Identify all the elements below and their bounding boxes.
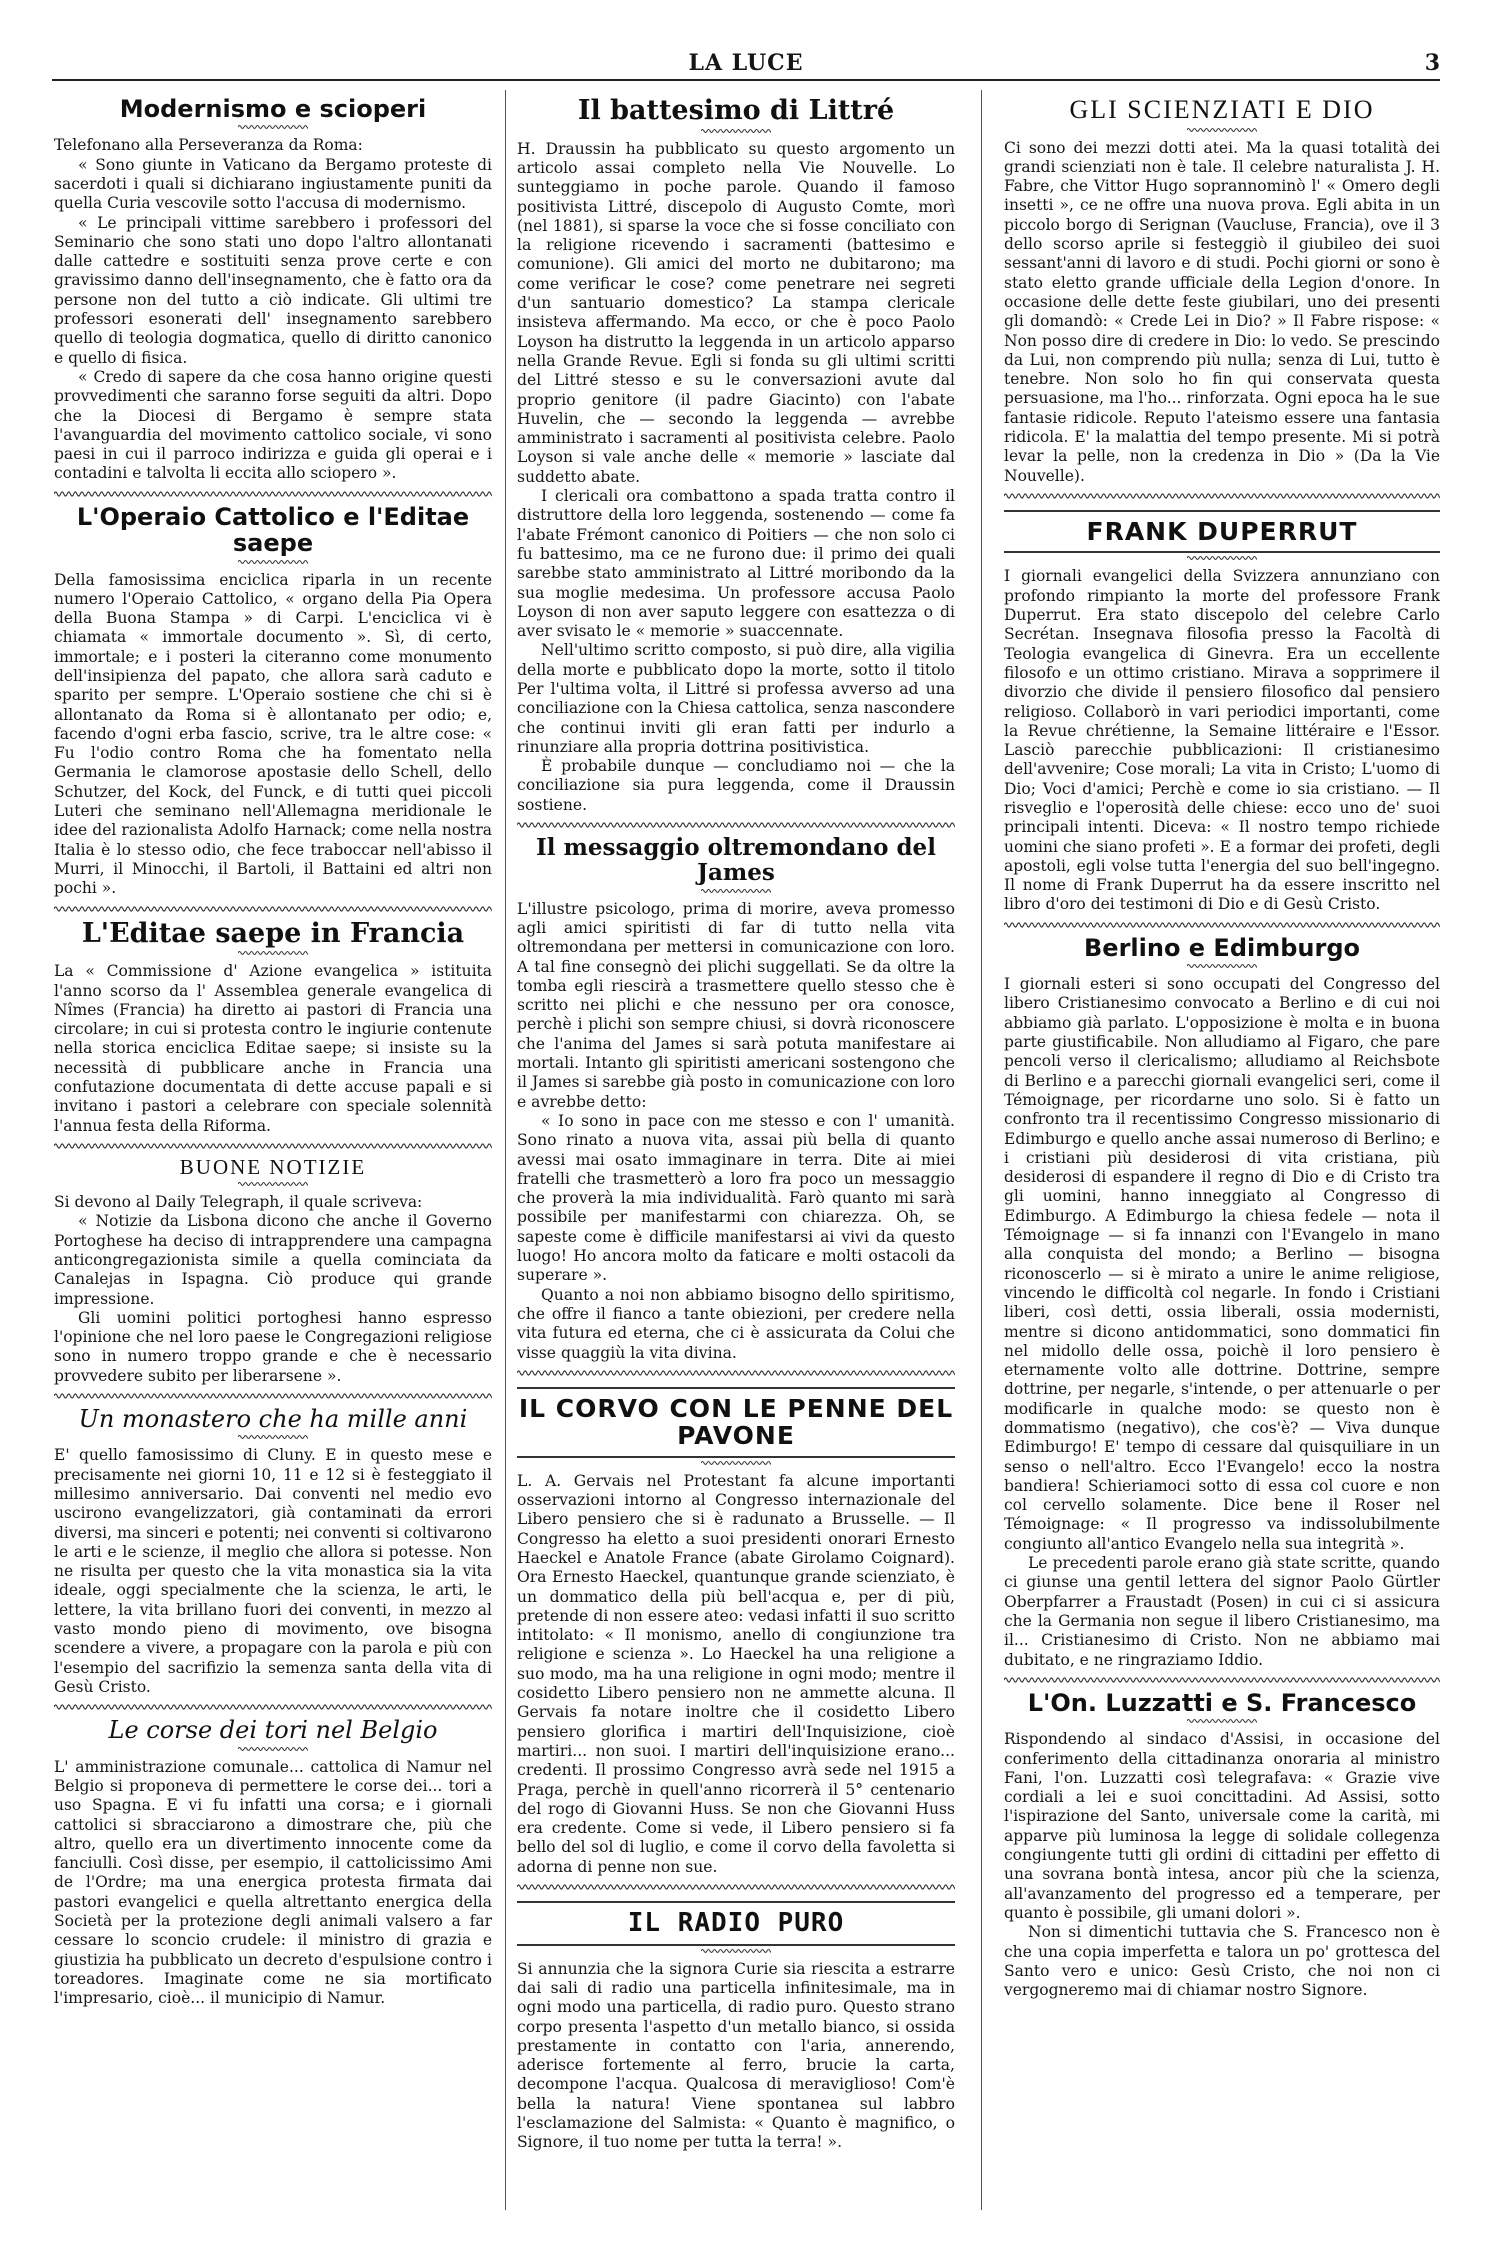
article xyxy=(517,96,955,815)
article-title: BUONE NOTIZIE xyxy=(179,1154,367,1179)
paragraph: Nell'ultimo scritto composto, si può dire, alla vigilia della morte e pubblicato dopo la morte, sotto il titolo Per l'ultima volta, il Littré si professa avverso ad una conciliazione con la Chiesa cattolica, senza nascondere che continui inviti gli eran fatti per indurlo a rinunziare alla propria dottrina positivistica. xyxy=(517,641,955,756)
paragraph: È probabile dunque — concludiamo noi — che la conciliazione sia pura leggenda, come il Draussin sostiene. xyxy=(517,757,955,814)
paragraph: « Sono giunte in Vaticano da Bergamo proteste di sacerdoti i quali si dichiarano ingiustamente puniti da quella Curia vescovile sotto l'accusa di modernismo. xyxy=(54,155,492,213)
paragraph: « Io sono in pace con me stesso e con l' umanità. Sono rinato a nuova vita, assai più bella di quanto avessi mai osato immaginare in terra. Dite ai miei fratelli che trasmetterò a loro fra poco un messaggio che proverà la mia individualità. Farò quanto mi sarà possibile per manifestarmi con chiarezza. Oh, se sapeste come è difficile manifestarsi ai vivi da questo luogo! Ho ancora molto da faticare e molti ostacoli da superare ». xyxy=(517,1111,955,1285)
wave-ornament xyxy=(238,559,308,565)
paragraph: Rispondendo al sindaco d'Assisi, in occasione del conferimento della cittadinanza onoraria al ministro Fani, l'on. Luzzatti così telegrafava: « Grazie vive cordiali a lei e suoi concittadini. Ad Assisi, sotto l'ispirazione del Santo, universale come la carità, mi apparve più luminosa la legge di solidale collegenza congiungente tutti gli ordini di cittadini per effetto di una sovrana bontà intesa, ancor più che la scienza, all'avanzamento del progresso ed a temperare, per quanto è possibile, gli umani dolori ». xyxy=(1004,1730,1440,1922)
article-body xyxy=(54,1193,492,1386)
header-rule xyxy=(52,79,1440,81)
paragraph: L' amministrazione comunale... cattolica di Namur nel Belgio si proponeva di permettere le corse dei... tori a uso Spagna. E vi fu infatti una corsa; e i giornali cattolici si sbracciarono a dimostrare che, più che altro, quello era un divertimento innocente come da fanciulli. Così disse, per esempio, il cattolicissimo Ami de l'Ordre; ma una energica protesta firmata dai pastori evangelici e quella altrettanto energica della Società per la protezione degli animali valsero a far cessare lo sconcio crudele: il ministro di grazia e giustizia ha pubblicato un decreto d'espulsione contro i toreadores. Imaginate come ne sia mortificato l'impresario, cioè... il municipio di Namur. xyxy=(54,1757,492,2008)
page-header xyxy=(52,46,1440,82)
article-title: Le corse dei tori nel Belgio xyxy=(108,1716,438,1745)
article-separator xyxy=(1004,492,1440,500)
paragraph: I giornali evangelici della Svizzera annunziano con profondo rimpianto la morte del professore Frank Duperrut. Era stato discepolo del celebre Carlo Secrétan. Insegnava filosofia presso la Facoltà di Teologia evangelica di Ginevra. Era un eccellente filosofo e un ottimo cristiano. Mirava a sopprimere il divorzio che divide il pensiero filosofico dal pensiero religioso. Collaborò in vari periodici importanti, come la Revue chrétienne, la Semaine littéraire e l'Essor. Lasciò parecchie pubblicazioni: Il cristianesimo dell'avvenire; Cose morali; La vita in Cristo; L'uomo di Dio; Voci d'amici; Perchè e come io sia cristiano. — Il risveglio e l'operosità delle chiese: ecco uno de' suoi principali intenti. Diceva: « Il nostro tempo richiede uomini che siano profeti ». E a formar dei profeti, degli apostoli, egli volse tutta l'energia del suo bell'ingegno. Il nome di Frank Duperrut ha da essere inscritto nel libro d'oro dei testimoni di Dio e di Gesù Cristo. xyxy=(1004,567,1440,914)
paragraph: Ci sono dei mezzi dotti atei. Ma la quasi totalità dei grandi scienziati non è tale. Il celebre naturalista J. H. Fabre, che Vittor Hugo soprannominò l' « Omero degli insetti », ce ne offre una nuova prova. Egli abita in un piccolo borgo di Serignan (Vaucluse, Francia), ove il 3 dello scorso aprile si festeggiò il giubileo dei suoi sessant'anni di lavoro e di studi. Pochi giorni or sono è stato eletto grande ufficiale della Legion d'onore. In occasione delle dette feste giubilari, uno dei presenti gli domandò: « Crede Lei in Dio? » Il Fabre rispose: « Non posso dire di credere in Dio: lo vedo. Se prescindo da Lui, non comprendo più nulla; senza di Lui, tutto è tenebre. Non solo ho fin qui conservata questa persuasione, ma l'ho... rinforzata. Ogni epoca ha le sue fantasie ridicole. Reputo l'ateismo essere una fantasia ridicola. E' la malattia del tempo presente. Mi si potrà levar la pelle, non la credenza in Dio » (Da la Vie Nouvelle). xyxy=(1004,138,1440,485)
wave-ornament xyxy=(1187,1718,1257,1724)
article xyxy=(1004,1676,1440,2001)
article-title: Berlino e Edimburgo xyxy=(1084,933,1360,962)
article-title: GLI SCIENZIATI E DIO xyxy=(1069,95,1375,124)
column-3 xyxy=(1004,90,1440,2230)
article xyxy=(54,1142,492,1386)
paragraph: La « Commissione d' Azione evangelica » istituita l'anno scorso da l' Assemblea generale evangelica di Nîmes (Francia) ha diretto ai pastori di Francia una circolare; in cui si protesta contro le ingiurie contenute nella storica enciclica Editae saepe; si insiste su la necessità di pubblicare anche in Francia una confutazione documentata di dette accuse papali e si invitano i pastori a celebrare con speciale solennità l'annua festa della Riforma. xyxy=(54,962,492,1135)
paragraph: « Notizie da Lisbona dicono che anche il Governo Portoghese ha deciso di intrapprendere una campagna anticongregazionista simile a quella cominciata da Canalejas in Ispagna. Ciò produce qui grande impressione. xyxy=(54,1212,492,1308)
wave-ornament xyxy=(238,1434,308,1440)
article-body xyxy=(54,962,492,1136)
article-body xyxy=(54,1758,492,2009)
paragraph: H. Draussin ha pubblicato su questo argomento un articolo assai completo nella Vie Nouvelle. Lo sunteggiamo in poche parole. Quando il famoso positivista Littré, discepolo di Augusto Comte, morì (nel 1881), si sparse la voce che si fosse conciliato con la religione ricevendo i sacramenti (battesimo e comunione). Gli amici del morto ne dubitarono; ma come verificar le cose? come penetrare nei segreti d'un santuario domestico? La stampa clericale insisteva affermando. Ma ecco, or che è poco Paolo Loyson ha distrutto la leggenda in un articolo apparso nella Grande Revue. Egli si fonda su gli ultimi scritti del Littré stesso e su le conversazioni avute dal proprio genitore (il padre Giacinto) con l'abate Huvelin, che — secondo la leggenda — avrebbe amministrato i sacramenti al positivista celebre. Paolo Loyson si vale anche delle « memorie » lasciate dal suddetto abate. xyxy=(517,139,955,486)
article-title: Modernismo e scioperi xyxy=(119,95,427,123)
wave-ornament xyxy=(238,124,308,130)
column-1 xyxy=(54,90,492,2230)
article-separator xyxy=(54,1703,492,1711)
article-title: IL CORVO CON LE PENNE DEL PAVONE xyxy=(517,1387,955,1458)
column-2 xyxy=(517,90,955,2230)
article-separator xyxy=(1004,921,1440,929)
article-separator xyxy=(517,1369,955,1377)
paragraph: Si annunzia che la signora Curie sia riescita a estrarre dai sali di radio una particella infinitesimale, ma in ogni modo una particella, di radio puro. Questo strano corpo presenta l'aspetto d'un metallo bianco, si ossida prestamente in contatto con l'aria, annerendo, aderisce fortemente al ferro, brucie la carta, decompone l'acqua. Qualcosa di meraviglioso! Com'è bella la natura! Viene spontanea sul labbro l'esclamazione del Salmista: « Quanto è magnifico, o Signore, il tuo nome per tutta la terra! ». xyxy=(517,1959,955,2152)
wave-ornament xyxy=(1187,555,1257,561)
article xyxy=(54,96,492,484)
article xyxy=(54,905,492,1136)
article-title: L'Editae saepe in Francia xyxy=(81,917,465,949)
paragraph: L. A. Gervais nel Protestant fa alcune importanti osservazioni intorno al Congresso internazionale del Libero pensiero che si è radunato a Brusselle. — Il Congresso ha eletto a suoi presidenti onorari Ernesto Haeckel e Anatole France (abate Girolamo Coignard). Ora Ernesto Haeckel, quantunque grande scienziato, è un dommatico della più bell'acqua e, per di più, pretende di non essere ateo: vedasi infatti il suo scritto intitolato: « Il monismo, anello di congiunzione tra religione e scienza ». Lo Haeckel ha una religione a suo modo, ma ha una religione in ogni modo; mentre il cosidetto Libero pensiero non ne ammette alcuna. Il Gervais fa notare inoltre che il cosidetto Libero pensiero glorifica i martiri dell'Inquisizione, cioè martiri... non suoi. I martiri dell'inquisizione erano... credenti. Il prossimo Congresso avrà sede nel 1915 a Praga, perchè in quell'anno ricorrerà il 5° centenario del rogo di Giovanni Huss. Se non che Giovanni Huss era credente. Come si vede, il Libero pensiero si fa bello del sol di luglio, e come il corvo della favoletta si adorna di penne non sue. xyxy=(517,1471,955,1876)
article-separator xyxy=(54,490,492,498)
wave-ornament xyxy=(701,888,771,894)
article-title: Un monastero che ha mille anni xyxy=(78,1404,468,1433)
article xyxy=(54,1703,492,2008)
paragraph: « Credo di sapere da che cosa hanno origine questi provvedimenti che saranno forse seguiti da altri. Dopo che la Diocesi di Bergamo è sempre stata l'avanguardia del movimento cattolico sociale, vi sono paesi in cui il parroco indirizza e guida gli operai e i contadini e talvolta li eccita allo sciopero ». xyxy=(54,367,492,483)
article-title: Il messaggio oltremondano del James xyxy=(536,834,936,887)
article-separator xyxy=(1004,1676,1440,1684)
article xyxy=(54,490,492,899)
wave-ornament xyxy=(701,1948,771,1954)
article-title: L'On. Luzzatti e S. Francesco xyxy=(1027,1688,1417,1717)
article xyxy=(517,1369,955,1877)
article-body xyxy=(517,1960,955,2153)
column-divider xyxy=(981,90,982,2210)
article-separator xyxy=(54,905,492,913)
article xyxy=(1004,492,1440,915)
column-divider xyxy=(505,90,506,2210)
article-separator xyxy=(517,1883,955,1891)
article-body xyxy=(517,900,955,1363)
page-number: 3 xyxy=(1424,50,1440,76)
article-body xyxy=(54,136,492,483)
article-body xyxy=(54,1446,492,1697)
paragraph: E' quello famosissimo di Cluny. E in questo mese e precisamente nei giorni 10, 11 e 12 si è festeggiato il millesimo anniversario. Dai conventi nel medio evo uscirono evangelizzatori, già contaminati da errori diversi, ma sinceri e potenti; nei conventi si coltivarono le arti e le scienze, il meglio che allora si potesse. Non ne risulta per questo che la vita monastica sia la vita ideale, oggi specialmente che la scienza, le arti, le lettere, la vita brillano fuori dei conventi, in mezzo al vasto mondo pieno di movimento, ove bisogna scendere a vivere, a propagare con la parola e più con l'esempio del sacrifizio la semenza santa della vita di Gesù Cristo. xyxy=(54,1446,492,1696)
wave-ornament xyxy=(238,1746,308,1752)
article xyxy=(1004,96,1440,486)
article-body xyxy=(517,1472,955,1877)
paragraph: Non si dimentichi tuttavia che S. Francesco non è che una copia imperfetta e talora un po' grottesca del Santo vero e unico: Gesù Cristo, che noi non ci vergogneremo mai di chiamar nostro Signore. xyxy=(1004,1923,1440,2000)
article xyxy=(54,1392,492,1697)
wave-ornament xyxy=(238,950,308,956)
paragraph: Le precedenti parole erano già state scritte, quando ci giunse una gentil lettera del signor Paolo Gürtler Oberpfarrer a Fraustadt (Posen) in cui ci si assicura che la Germania non segue il libero Cristianesimo, ma il... Cristianesimo di Cristo. Non ne abbiamo mai dubitato, e ne ringraziamo Iddio. xyxy=(1004,1554,1440,1669)
wave-ornament xyxy=(701,1460,771,1466)
article-body xyxy=(1004,567,1440,914)
article xyxy=(517,1883,955,2153)
article-body xyxy=(517,140,955,815)
paragraph: I clericali ora combattono a spada tratta contro il distruttore della loro leggenda, sostenendo — come fa l'abate Frémont canonico di Poitiers — che non solo ci fu battesimo, ma ce ne furono due: il primo dei quali sarebbe stato amministrato al Littré moribondo da la sua moglie medesima. Un professore accusa Paolo Loyson di non aver saputo leggere con esattezza o di aver svisato le « memorie » suaccennate. xyxy=(517,487,955,641)
paragraph: Telefonano alla Perseveranza da Roma: xyxy=(54,136,363,155)
article-body xyxy=(1004,139,1440,486)
paragraph: « Le principali vittime sarebbero i professori del Seminario che sono stati uno dopo l'altro allontanati dalle cattedre e sostituiti senza prove certe e con gravissimo danno dell'insegnamento, che è fatto ora da persone non del tutto a ciò indicate. Gli ultimi tre professori esonerati dell' insegnamento sarebbero quello di teologia dogmatica, quello di diritto canonico e quello di fisica. xyxy=(54,213,492,367)
article-separator xyxy=(54,1392,492,1400)
paragraph: Quanto a noi non abbiamo bisogno dello spiritismo, che offre il fianco a tante obiezioni, per credere nella vita futura ed eterna, che ci è assicurata da Colui che visse quaggiù la vita divina. xyxy=(517,1285,955,1362)
paragraph: Si devono al Daily Telegraph, il quale scriveva: xyxy=(54,1193,423,1212)
article-title: Il battesimo di Littré xyxy=(577,95,895,126)
wave-ornament xyxy=(238,1181,308,1187)
paragraph: Gli uomini politici portoghesi hanno espresso l'opinione che nel loro paese le Congregazioni religiose sono in numero troppo grande e che è necessario provvedere subito per liberarsene ». xyxy=(54,1308,492,1385)
article-separator xyxy=(54,1142,492,1150)
article-body xyxy=(1004,1730,1440,2000)
wave-ornament xyxy=(701,128,771,134)
article-body xyxy=(1004,975,1440,1670)
masthead: LA LUCE xyxy=(688,50,804,76)
paragraph: Della famosissima enciclica riparla in un recente numero l'Operaio Cattolico, « organo della Pia Opera della Buona Stampa » di Carpi. L'enciclica vi è chiamata « immortale documento ». Sì, di certo, immortale; e i posteri la citeranno come monumento dell'insipienza del papato, che allora sarà caduto e sparito per sempre. L'Operaio sostiene che chi si è allontanato da Roma si è allontanato per odio; e, facendo d'ogni erba fascio, scrive, tra le altre cose: « Fu l'odio contro Roma che ha fomentato nella Germania le clamorose apostasie dello Schell, dello Schutzer, del Kock, del Funck, e di tutti quei piccoli Luteri che seminano nell'Allemagna meridionale le idee del razionalista Adolfo Harnack; come nella nostra Italia è lo stesso odio, che fece traboccar nell'abisso il Murri, il Minocchi, il Bartoli, il Battaini ed altri non pochi ». xyxy=(54,570,492,898)
article-title: IL RADIO PURO xyxy=(517,1901,955,1946)
article-title: L'Operaio Cattolico e l'Editae saepe xyxy=(76,502,470,558)
article xyxy=(517,821,955,1363)
article-separator xyxy=(517,821,955,829)
paragraph: L'illustre psicologo, prima di morire, aveva promesso agli amici spiritisti di far di tutto nella vita oltremondana per mettersi in comunicazione con loro. A tal fine consegnò dei plichi suggellati. Se da oltre la tomba egli riescirà a trasmettere quello stesso che è scritto nei plichi e che nessuno per ora conosce, perchè i plichi son sempre chiusi, si dovrà riconoscere che l'anima del James si sarà potuta manifestare ai mortali. Intanto gli spiritisti americani sostengono che il James si sarebbe già posto in comunicazione con loro e avrebbe detto: xyxy=(517,899,955,1111)
wave-ornament xyxy=(1187,127,1257,133)
wave-ornament xyxy=(1187,963,1257,969)
article-body xyxy=(54,571,492,899)
article-title: FRANK DUPERRUT xyxy=(1004,510,1440,554)
paragraph: I giornali esteri si sono occupati del Congresso del libero Cristianesimo convocato a Berlino e di cui noi abbiamo già parlato. L'opposizione è molta e in buona parte giustificabile. Non alludiamo al Figaro, che pare pencoli verso il clericalismo; alludiamo al Reichsbote di Berlino e a parecchi giornali evangelici seri, come il Témoignage, per ricordarne uno solo. Si è fatto un confronto tra il recentissimo Congresso missionario di Edimburgo e quello anche assai numeroso di Berlino; e i cristiani più desiderosi di vita cristiana, più desiderosi di espandere il regno di Dio e di Cristo tra gli uomini, hanno inneggiato al Congresso di Edimburgo. A Edimburgo la chiesa fedele — nota il Témoignage — si fa innanzi con l'Evangelo in mano alla conquista del mondo; a Berlino — bisogna riconoscerlo — si è mirato a unire le anime religiose, vincendo le difficoltà col negarle. In fondo i Cristiani liberi, così detti, ossia liberali, ossia modernisti, mentre si dicono antidommatici, sono dommatici fin nel midollo delle ossa, poichè il loro pensiero è eternamente volto alle dottrine. Dottrine, sempre dottrine, per negarle, s'intende, o per attenuarle o per modificarle in qualche modo: se questo non è dommatismo (negativo), che cos'è? — Viva dunque Edimburgo! E' tempo di cessare dal quisquiliare in un senso o nell'altro. Ecco l'Evangelo! ecco la nostra bandiera! Schieriamoci sotto di essa col cuore e non col cervello solamente. Dice bene il Roser nel Témoignage: « Il progresso va indissolubilmente congiunto all'antico Evangelo nella sua integrità ». xyxy=(1004,975,1440,1553)
article xyxy=(1004,921,1440,1670)
